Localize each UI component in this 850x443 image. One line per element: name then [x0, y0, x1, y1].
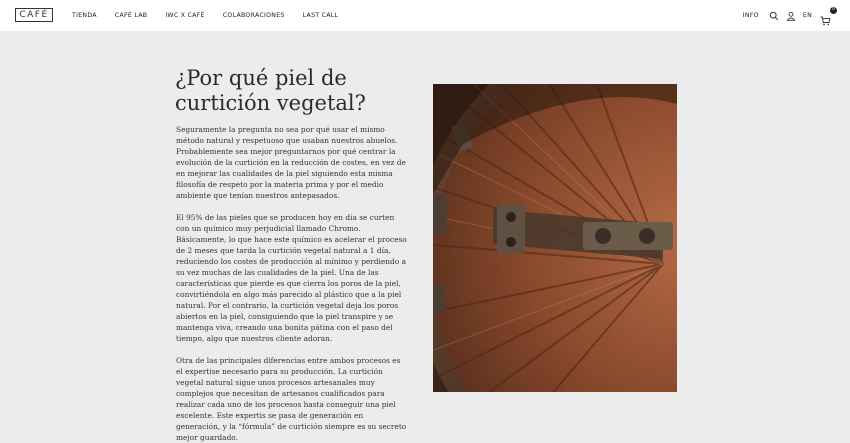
article-body [176, 124, 408, 443]
nav-item-last-call[interactable]: LAST CALL [302, 12, 339, 19]
nav-item-tienda[interactable]: TIENDA [72, 12, 97, 19]
user-icon[interactable] [786, 11, 796, 21]
top-navigation-bar [0, 0, 850, 31]
info-link[interactable]: INFO [742, 12, 759, 19]
tanning-drum-illustration [433, 84, 677, 392]
search-icon[interactable] [769, 11, 779, 21]
cart-count-badge: 0 [830, 7, 837, 14]
article-paragraph: Otra de las principales diferencias entre ambos procesos es el expertise necesario para su producción. La curtición vegetal natural sigue unos procesos artesanales muy complejos que necesitan de artesanos cualificados para realizar cada uno de los procesos hasta conseguir una piel excelente. Este expertis se pasa de generación en generación, y la “fórmula” de curtición siempre es su secreto mejor guardado. [176, 356, 407, 442]
tanning-drum-photo [433, 84, 677, 392]
cart-icon[interactable] [820, 6, 835, 21]
language-switch[interactable]: EN [802, 12, 812, 19]
nav-item-cafe-lab[interactable]: CAFÉ LAB [114, 12, 148, 19]
article-paragraph: Seguramente la pregunta no sea por qué usar el mismo método natural y respetuoso que usaban nuestros abuelos. Probablemente sea mejor preguntarnos por qué centrar la evolución de la curtición en la reducción de costes, en vez de en mejorar las cualidades de la piel siguiendo esta misma filosofía de respeto por la materia prima y por el medio ambiente que tenían nuestros antepasados. [176, 125, 406, 200]
article-title: ¿Por qué piel de curtición vegetal? [175, 66, 366, 115]
article-paragraph: El 95% de las pieles que se producen hoy en día se curten con un químico muy perjudicial llamado Chromo. Básicamente, lo que hace este químico es acelerar el proceso de 2 meses que tarda la curtición vegetal natural a 1 día, reduciendo los costes de producción al mínimo y perdiendo a su vez muchas de las cualidades de la piel. Una de las características que pierde es que cierra los poros de la piel, convirtiéndola en algo más parecido al plástico que a la piel natural. Por el contrario, la curtición vegetal deja los poros abiertos en la piel, consiguiendo que la piel transpire y se mantenga viva, creando una bonita pátina con el paso del tiempo, algo que nuestros cliente adoran. [176, 213, 407, 343]
header-actions [742, 0, 835, 31]
nav-item-iwc-x-cafe[interactable]: IWC X CAFÉ [165, 12, 205, 19]
main-nav [72, 0, 356, 31]
brand-logo[interactable]: CAFÉ [15, 8, 53, 22]
nav-item-colaboraciones[interactable]: COLABORACIONES [222, 12, 285, 19]
